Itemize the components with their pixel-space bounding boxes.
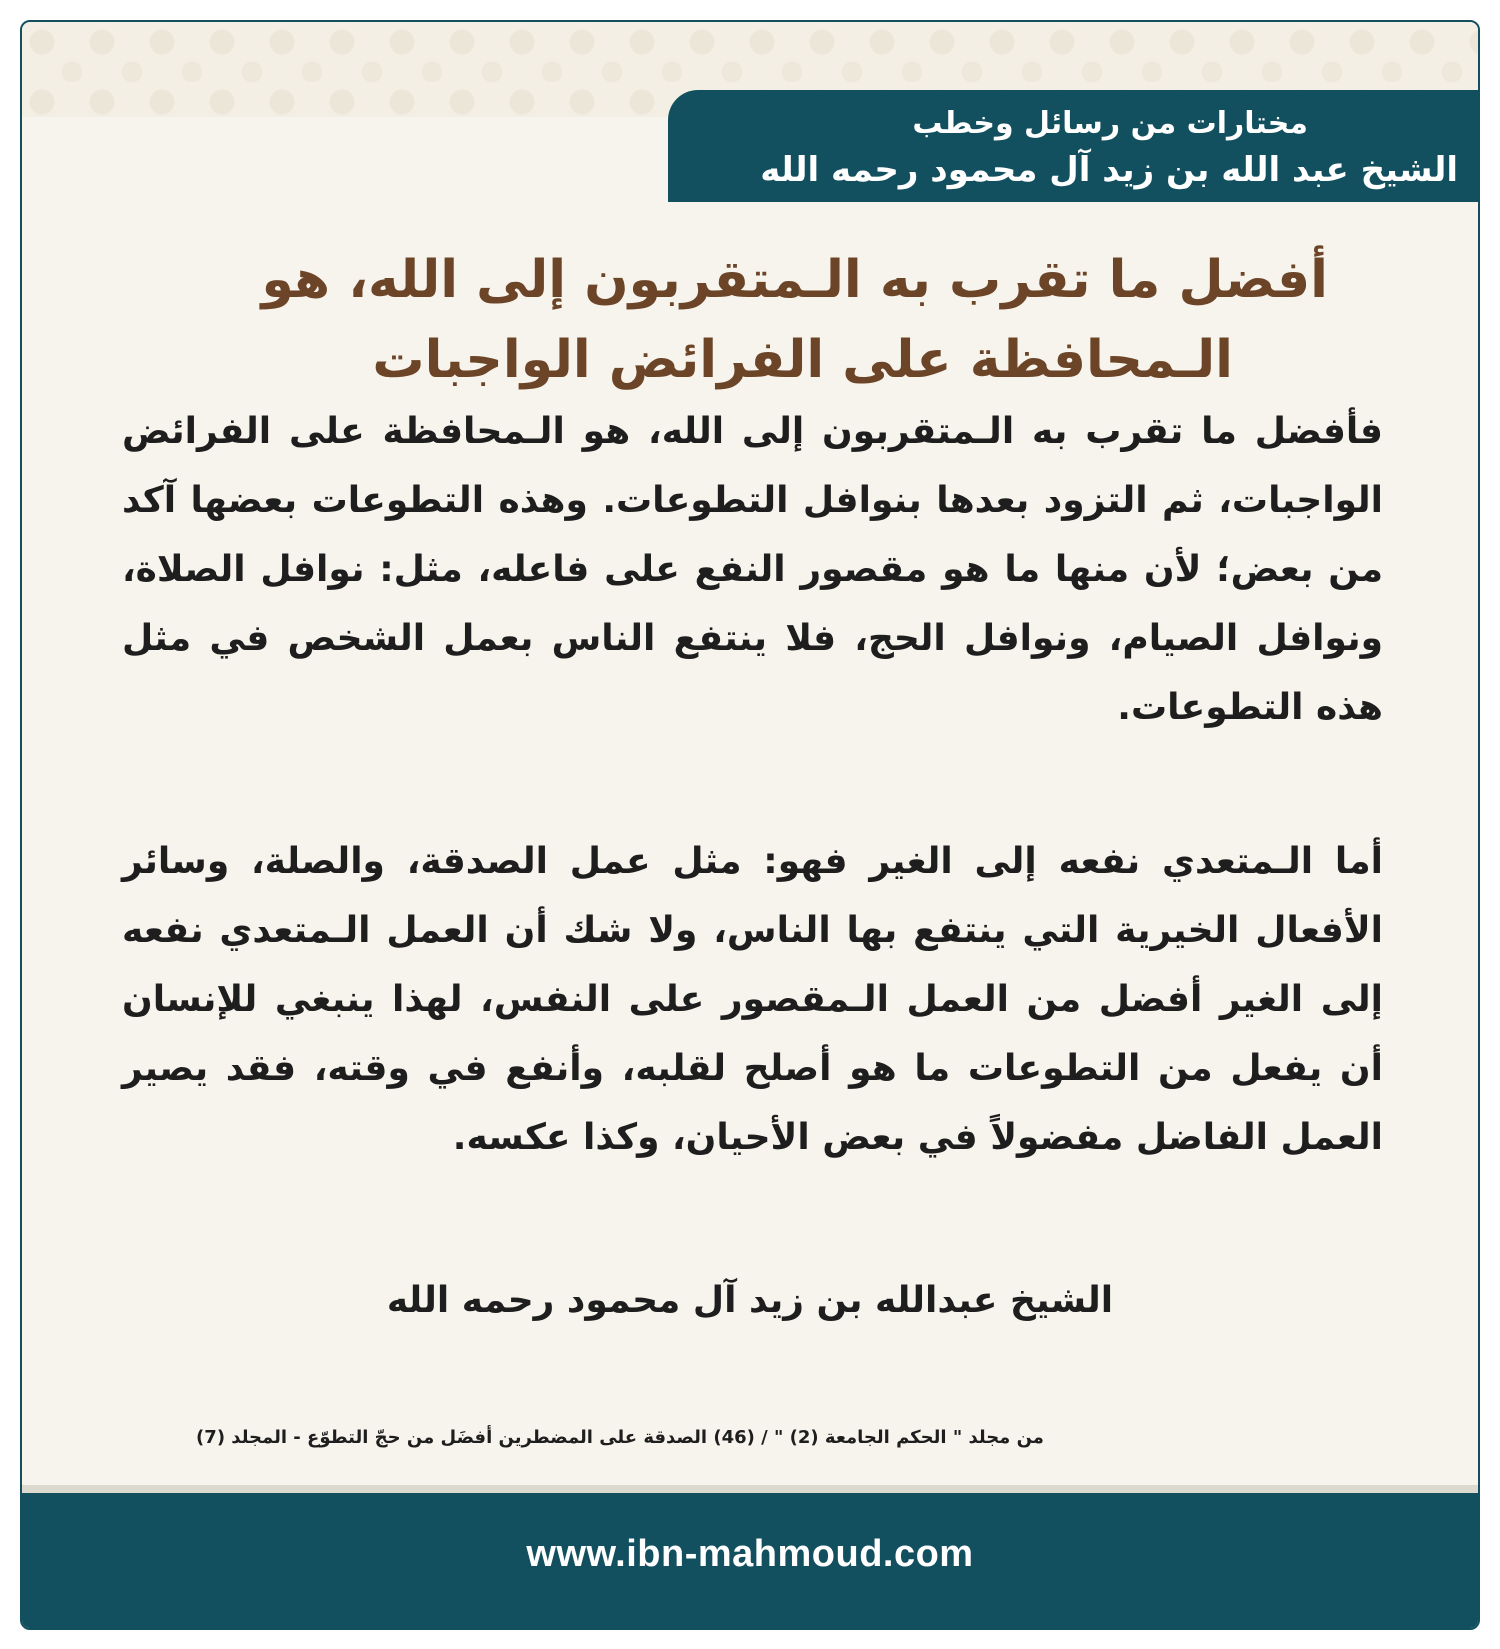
title-line-2: الـمحافظة على الفرائض الواجبات xyxy=(372,330,1233,390)
body-paragraph-2: أما الـمتعدي نفعه إلى الغير فهو: مثل عمل الصدقة، والصلة، وسائر الأفعال الخيرية التي ينتفع بها الناس، ولا شك أن العمل الـمتعدي نفعه إلى الغير أفضل من العمل الـمقصور على النفس، لهذا ينبغي للإنسان أن يفعل من التطوعات ما هو أصلح لقلبه، وأنفع في وقته، فقد يصير العمل الفاضل مفضولاً في بعض الأحيان، وكذا عكسه. xyxy=(122,841,1383,1158)
title-line-1: أفضل ما تقرب به الـمتقربون إلى الله، هو xyxy=(261,250,1328,310)
header-author: الشيخ عبد الله بن زيد آل محمود رحمه الله xyxy=(760,150,1458,190)
card-frame xyxy=(20,20,1480,1630)
header-series-title: مختارات من رسائل وخطب xyxy=(912,106,1308,141)
page-title xyxy=(82,240,1328,400)
footer-bar xyxy=(22,1485,1478,1628)
body-paragraph-1: فأفضل ما تقرب به الـمتقربون إلى الله، هو الـمحافظة على الفرائض الواجبات، ثم التزود بعدها بنوافل التطوعات. وهذه التطوعات بعضها آكد من بعض؛ لأن منها ما هو مقصور النفع على فاعله، مثل: نوافل الصلاة، ونوافل الصيام، ونوافل الحج، فلا ينتفع الناس بعمل الشخص في مثل هذه التطوعات. xyxy=(122,411,1383,728)
signature: الشيخ عبدالله بن زيد آل محمود رحمه الله xyxy=(386,1280,1114,1321)
header-banner xyxy=(668,90,1478,202)
source-citation: من مجلد " الحكم الجامعة (2) " / (46) الصدقة على المضطرين أفضَل من حجّ التطوّع - المجلد (7) xyxy=(196,1427,1044,1448)
website-link[interactable]: www.ibn-mahmoud.com xyxy=(526,1533,974,1575)
